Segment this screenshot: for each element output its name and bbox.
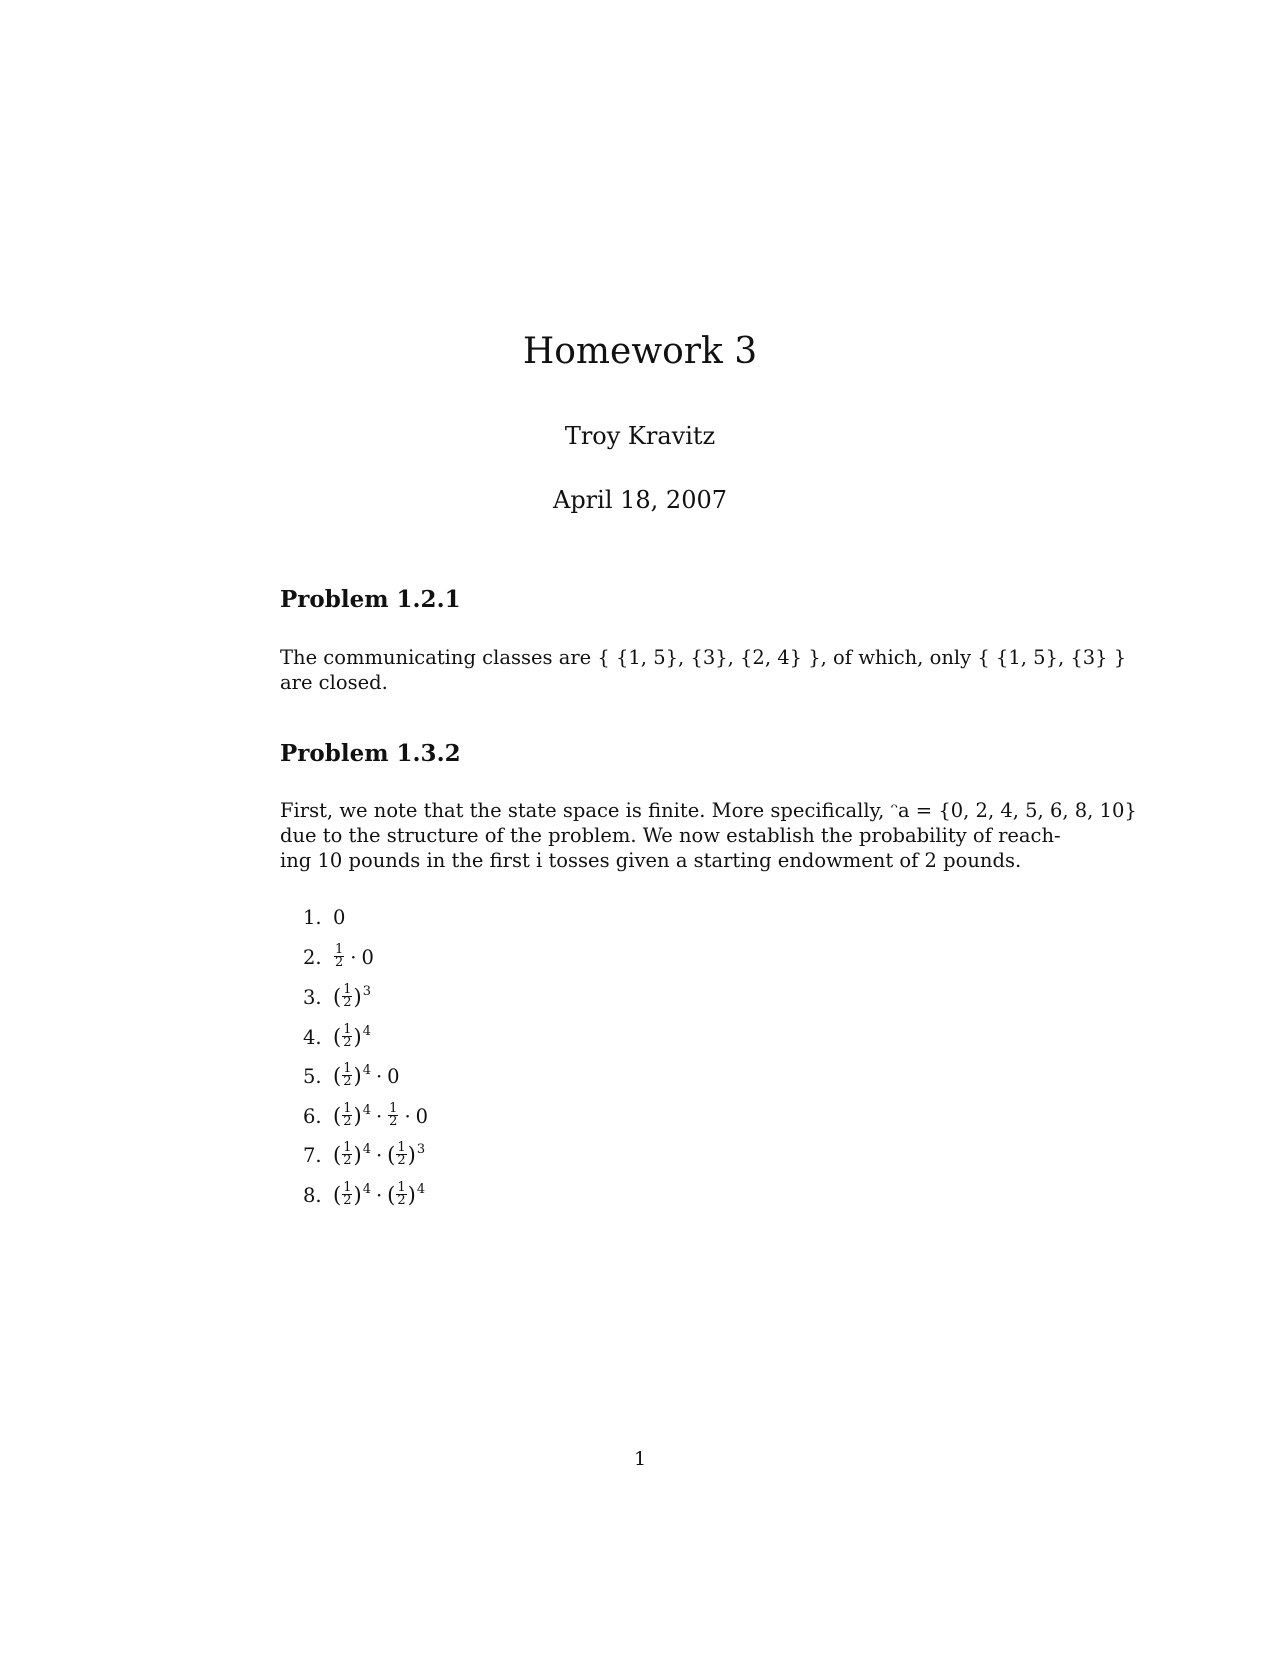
fraction: $\frac{1}{2}$ <box>343 1100 352 1129</box>
problem-2-heading: Problem 1.3.2 <box>280 740 461 767</box>
list-item-expression: ( $\frac{1}{2}$ )$^3$ <box>333 982 371 1010</box>
fraction: $\frac{1}{2}$ <box>397 1140 406 1168</box>
list-item <box>303 942 374 974</box>
list-item-number: 3. <box>303 986 322 1009</box>
list-item <box>303 1100 428 1132</box>
list-item-expression: $\frac{1}{2}$ · 0 <box>335 941 374 970</box>
fraction: $\frac{1}{2}$ <box>335 941 344 970</box>
fraction: $\frac{1}{2}$ <box>389 1100 398 1129</box>
list-item-number: 4. <box>303 1025 322 1049</box>
fraction: $\frac{1}{2}$ <box>397 1179 406 1208</box>
list-item <box>303 981 371 1013</box>
list-item-expression: ( $\frac{1}{2}$ )$^4$ · ( $\frac{1}{2}$ )$^3$ <box>333 1140 426 1168</box>
list-item-number: 7. <box>303 1144 322 1167</box>
list-item <box>303 902 345 934</box>
list-item <box>303 1060 400 1092</box>
problem-1-line-2: are closed. <box>280 671 388 694</box>
list-item-expression: ( $\frac{1}{2}$ )$^4$ · ( $\frac{1}{2}$ )$^4$ <box>333 1179 426 1208</box>
author-name: Troy Kravitz <box>564 422 716 450</box>
document-date: April 18, 2007 <box>552 486 728 514</box>
list-item-number: 8. <box>303 1183 322 1207</box>
list-item-number: 5. <box>303 1065 322 1088</box>
list-item-number: 6. <box>303 1104 322 1128</box>
list-item-expression: ( $\frac{1}{2}$ )$^4$ · 0 <box>333 1061 400 1089</box>
fraction: $\frac{1}{2}$ <box>343 1179 352 1208</box>
problem-1-heading: Problem 1.2.1 <box>280 586 461 613</box>
problem-2-line-2: due to the structure of the problem. We now establish the probability of reach- <box>280 824 1061 847</box>
problem-2-line-3: ing 10 pounds in the first i tosses given a starting endowment of 2 pounds. <box>280 849 1022 872</box>
fraction: $\frac{1}{2}$ <box>343 1061 352 1089</box>
list-item <box>303 1021 371 1053</box>
list-item-expression: ( $\frac{1}{2}$ )$^4$ · $\frac{1}{2}$ · 0 <box>333 1100 429 1129</box>
list-item-number: 2. <box>303 945 322 969</box>
problem-2-body <box>280 798 1137 873</box>
problem-1-body <box>280 645 1127 695</box>
fraction: $\frac{1}{2}$ <box>343 1140 352 1168</box>
fraction: $\frac{1}{2}$ <box>343 982 352 1010</box>
problem-2-line-1: First, we note that the state space is finite. More specifically, ᵔa = {0, 2, 4, 5, 6, 8, 10} <box>280 799 1137 822</box>
list-item-number: 1. <box>303 906 322 929</box>
list-item <box>303 1179 425 1211</box>
list-item-expression: 0 <box>333 906 346 929</box>
fraction: $\frac{1}{2}$ <box>343 1021 352 1050</box>
list-item-expression: ( $\frac{1}{2}$ )$^4$ <box>333 1021 371 1050</box>
list-item <box>303 1139 425 1171</box>
document-title: Homework 3 <box>522 331 758 372</box>
problem-1-line-1: The communicating classes are { {1, 5}, {3}, {2, 4} }, of which, only { {1, 5}, {3} } <box>280 646 1127 669</box>
page-number: 1 <box>633 1448 647 1470</box>
